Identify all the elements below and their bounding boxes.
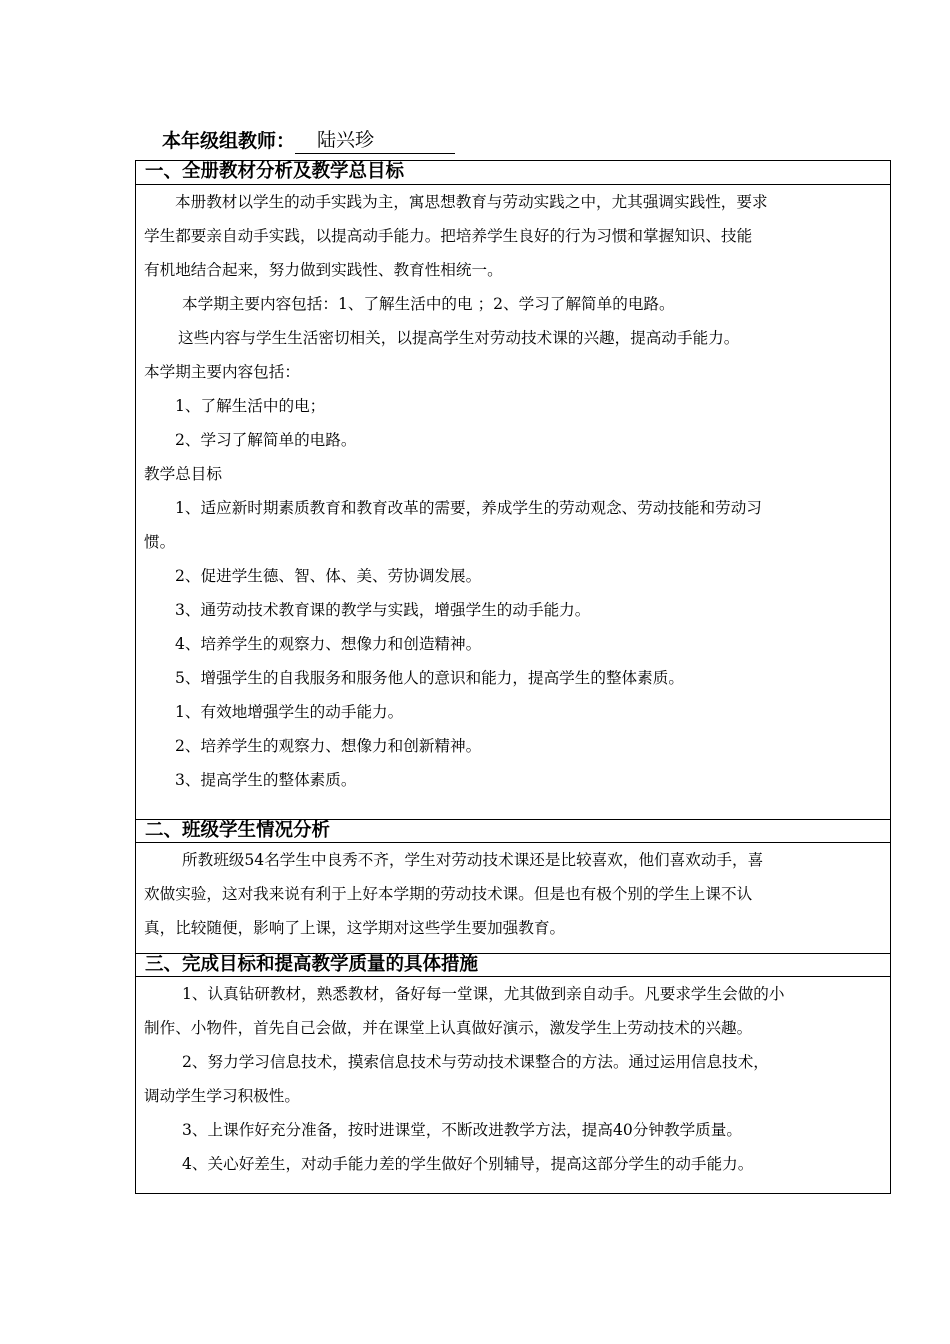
section-3-line: 4、关心好差生，对动手能力差的学生做好个别辅导，提高这部分学生的动手能力。 [182, 1155, 754, 1173]
section-1-line: 2、促进学生德、智、体、美、劳协调发展。 [175, 567, 482, 585]
section-1-line: 这些内容与学生生活密切相关，以提高学生对劳动技术课的兴趣，提高动手能力。 [178, 329, 740, 347]
section-1-line: 学生都要亲自动手实践，以提高动手能力。把培养学生良好的行为习惯和掌握知识、技能 [144, 227, 753, 245]
section-1-line: 本学期主要内容包括： [144, 363, 300, 381]
section-2-line: 真，比较随便，影响了上课，这学期对这些学生要加强教育。 [144, 919, 566, 937]
plan-table [135, 160, 891, 1194]
section-2-title: 二、班级学生情况分析 [136, 819, 890, 843]
section-1-line: 本学期主要内容包括：1、了解生活中的电 ；2、学习了解简单的电路。 [182, 295, 675, 313]
section-1-line: 惯。 [144, 533, 176, 551]
teacher-label: 本年级组教师： [162, 130, 296, 152]
section-1-line: 1、有效地增强学生的动手能力。 [175, 703, 404, 721]
teacher-name: 陆兴珍 [295, 127, 455, 154]
section-2-body [144, 843, 882, 945]
section-1-line: 3、提高学生的整体素质。 [175, 771, 357, 789]
section-3-body [144, 977, 882, 1181]
section-1-line: 教学总目标 [144, 465, 222, 483]
section-1-line: 5、增强学生的自我服务和服务他人的意识和能力，提高学生的整体素质。 [175, 669, 684, 687]
section-3-line: 2、努力学习信息技术，摸索信息技术与劳动技术课整合的方法。通过运用信息技术， [182, 1053, 769, 1071]
header-line [162, 120, 455, 154]
section-1-line: 3、通劳动技术教育课的教学与实践，增强学生的动手能力。 [175, 601, 591, 619]
section-3-line: 制作、小物件，首先自己会做，并在课堂上认真做好演示，激发学生上劳动技术的兴趣。 [144, 1019, 753, 1037]
section-1-line: 1、适应新时期素质教育和教育改革的需要，养成学生的劳动观念、劳动技能和劳动习 [175, 499, 762, 517]
section-3-line: 1、认真钻研教材，熟悉教材，备好每一堂课，尤其做到亲自动手。凡要求学生会做的小 [182, 985, 785, 1003]
section-1-line: 有机地结合起来，努力做到实践性、教育性相统一。 [144, 261, 503, 279]
section-3-title: 三、完成目标和提高教学质量的具体措施 [136, 953, 890, 977]
section-1-line: 4、培养学生的观察力、想像力和创造精神。 [175, 635, 482, 653]
section-1-line: 2、学习了解简单的电路。 [175, 431, 357, 449]
section-1-line: 2、培养学生的观察力、想像力和创新精神。 [175, 737, 482, 755]
section-1-line: 1、了解生活中的电； [175, 397, 326, 415]
section-1-title: 一、全册教材分析及教学总目标 [136, 161, 890, 185]
section-1-line: 本册教材以学生的动手实践为主，寓思想教育与劳动实践之中，尤其强调实践性，要求 [175, 193, 768, 211]
section-1-body [144, 185, 882, 797]
section-2-line: 欢做实验，这对我来说有利于上好本学期的劳动技术课。但是也有极个别的学生上课不认 [144, 885, 753, 903]
section-3-line: 调动学生学习积极性。 [144, 1087, 300, 1105]
section-2-line: 所教班级54名学生中良秀不齐，学生对劳动技术课还是比较喜欢，他们喜欢动手，喜 [182, 851, 764, 869]
section-3-line: 3、上课作好充分准备，按时进课堂，不断改进教学方法，提高40分钟教学质量。 [182, 1121, 742, 1139]
